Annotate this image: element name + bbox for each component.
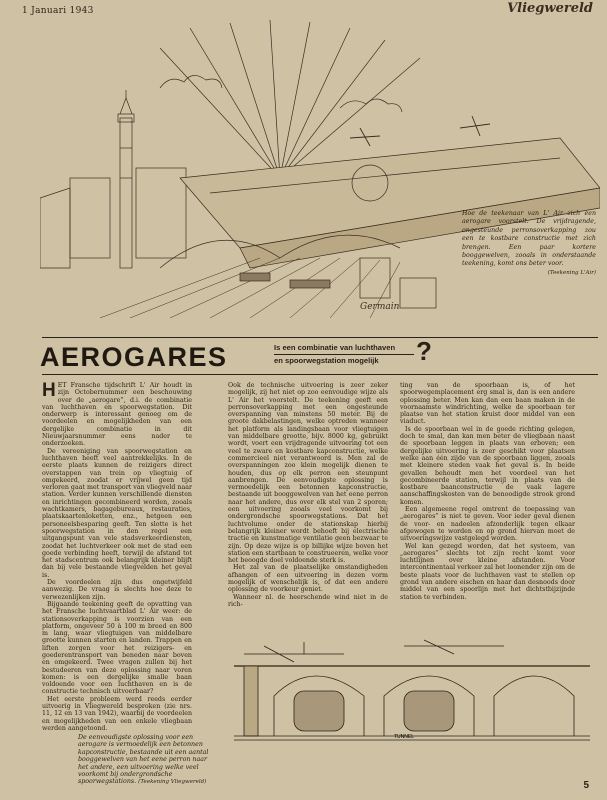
text-column-1 [42,382,192,732]
paragraph: ting van de spoorbaan is, of het spoorwegemplacement erg smal is, dan is een andere oplossing beter. Men kan dan een baan maken in de voornaamste windrichting, welke de spoorbaan ter plaatse van het station kruist door middel van een viaduct. [400,382,575,426]
airplane-icon [350,116,490,146]
paragraph: Het eerste probleem werd reeds eerder uitvoerig in Vliegwereld besproken (zie nrs. 11, 12 en 13 van 1942), waarbij de voordeelen en mogelijkheden van een enkele vliegbaan werden aangetoond. [42,695,192,732]
article-title: AEROGARES [40,342,228,372]
text-column-3 [400,382,575,601]
artist-signature: Germain [360,302,400,312]
clock-tower-icon [118,90,134,268]
paragraph: Is de spoorbaan wel in de goede richting gelegen, doch te smal, dan kan men beter de vliegbaan naast de spoorbaan leggen in plaats van erboven; een dergelijke uitvoering is zeer geschikt voor plaatsen welke aan één zijde van de spoorbaan liggen, zooals met kleinere steden vaak het geval is. In beide gevallen behoudt men het voordeel van het gecombineerde station, terwijl in plaats van de kostbare baanconstructie de vaak lagere aanschaffingskosten van de benoodigde strook grond komen. [400,425,575,506]
bottom-rule [42,374,598,375]
tunnel-caption: De eenvoudigste oplossing voor een aerogare is vermoedelijk een betonnen kapconstructie, bestaande uit een aantal booggewelven van het eene perron naar het andere, een uitvoering welke veel voorkomt bij ondergrondsche spoorwegstations. (Teekening Vliegwereld) [78,734,209,786]
top-rule [42,337,598,338]
text-column-2 [228,382,388,608]
article-subtitle: Is een combinatie van luchthaven en spoorwegstation mogelijk [274,342,414,367]
magazine-logo: Vliegwereld [507,1,593,16]
illustration-caption [462,210,596,277]
sun-rays-icon [160,20,420,178]
caption-credit: (Teekening L'Air) [547,269,596,276]
title-question-mark: ? [416,336,432,366]
tunnel-label: TUNNEL [394,734,415,740]
paragraph: Bijgaande teekening geeft de opvatting van het Fransche luchtvaartblad L' Air weer: de stationsoverkapping is voorzien van een platform, ongeveer 50 à 100 m breed en 800 m lang, waar vliegtuigen van middelbare grootte kunnen starten en landen. Trappen en liften zorgen voor het reizigers- en goederentransport van beneden naar boven en omgekeerd. Twee vragen zullen bij het bestudeeren van deze oplossing naar voren komen: is een dergelijke smalle baan voldoende voor een luchthaven en is de constructie technisch uitvoerbaar? [42,600,192,696]
paragraph: Een algemeene regel omtrent de toepassing van „aerogares” is niet te geven. Voor ieder geval dienen de voor- en nadeelen afzonderlijk tegen elkaar afgewogen te worden en op grond hiervan moet de uitvoeringswijze vastgelegd worden. [400,506,575,543]
paragraph: Het zal van de plaatselijke omstandigheden afhangen of een uitvoering in dezen vorm mogelijk of wenschelijk is, of dat een andere oplossing de voorkeur geniet. [228,564,388,594]
paragraph: HET Fransche tijdschrift L' Air houdt in zijn Octobernummer een beschouwing over de „aerogare”, d.i. de combinatie van luchthaven en spoorwegstation. Dit onderwerp is interessant genoeg om de voordeelen en mogelijkheden van een dergelijke combinatie in dit Nieuwjaarsnummer eens nader te onderzoeken. [42,380,192,448]
tunnel-diagram [234,636,590,746]
paragraph: De vereeniging van spoorwegstation en luchthaven heeft veel aantrekkelijks. In de eerste plaats kunnen de reizigers direct overstappen van trein op vliegtuig of omgekeerd, zoodat er vrijwel geen tijd verloren gaat met transport van vliegveld naar station. Verder kunnen verschillende diensten en inrichtingen gecombineerd worden, zooals wachtkamers, bagagebureaux, restauraties, plaatskaartenloketten, enz., hetgeen een personeelsbesparing geeft. Ten slotte is het spoorwegstation in den regel een uitgangspunt van vele stadsverkeerdiensten, zoodat het luchtverkeer ook met de stad een goede verbinding heeft, terwijl de afstand tot het stadscentrum ook belangrijk kleiner blijft dan bij vele bestaande vliegvelden het geval is. [42,447,192,579]
issue-date: 1 Januari 1943 [22,6,94,16]
paragraph: De voordeelen zijn dus ongetwijfeld aanwezig. De vraag is slechts hoe deze te verwezenlijken zijn. [42,579,192,601]
airplane-icon [244,640,504,662]
paragraph: Wanneer nl. de heerschende wind niet in de rich- [228,593,388,608]
caption-text: Hoe de teekenaar van L' Air zich een aerogare voorstelt. De vrijdragende, ongesteunde perronsoverkapping zou een te kostbare constructie met zich brengen. Een paar kortere booggewelven, zooals in onderstaande teekening, komt ons beter voor. [462,210,596,268]
page-number: 5 [583,780,589,791]
paragraph: Ook de technische uitvoering is zeer zeker mogelijk, zij het niet op zoo eenvoudige wijze als L' Air het voorstelt. De teekening geeft een perronsoverkapping met een ongesteunde overspanning van minstens 50 meter. Bij de groote dakbelastingen, welke optreden wanneer het platform als landingsbaan voor vliegtuigen van middelbare grootte, bijv. 8000 kg, gebruikt wordt, voert een vrijdragende uitvoering tot een veel te zware en kostbare kapconstructie, welke commercieel niet verantwoord is. Men zal de overspanningen zoo klein mogelijk dienen te houden, dus op elk perron een steunpunt aanbrengen. De eenvoudigste oplossing is vermoedelijk een betonnen kapconstructie, bestaande uit booggewelven van het eene perron naar het andere, dus over elk stel van 2 sporen; een uitvoering zooals veel voorkomt bij ondergrondsche spoorwegstations. Dat het luchtvolume onder de stationskap hierbij belangrijk kleiner wordt behoeft bij electrische tractie en kunstmatige ventilatie geen bezwaar te zijn. Op deze wijze is op billijke wijze boven het station een startbaan te construeeren, welke voor het beoogde doel voldoende sterk is. [228,382,388,565]
paragraph: Wel kan gezegd worden, dat het systeem, van „aerogares” slechts tot zijn recht komt voor luchtlijnen over kleine afstanden. Voor intercontinentaal verkeer zal het loonender zijn om de beste plaats voor de luchthaven vast te stellen op grond van andere eischen en haar dan desnoods door middel van een spoorlijn met het dichtstbijzijnde station te verbinden. [400,542,575,601]
